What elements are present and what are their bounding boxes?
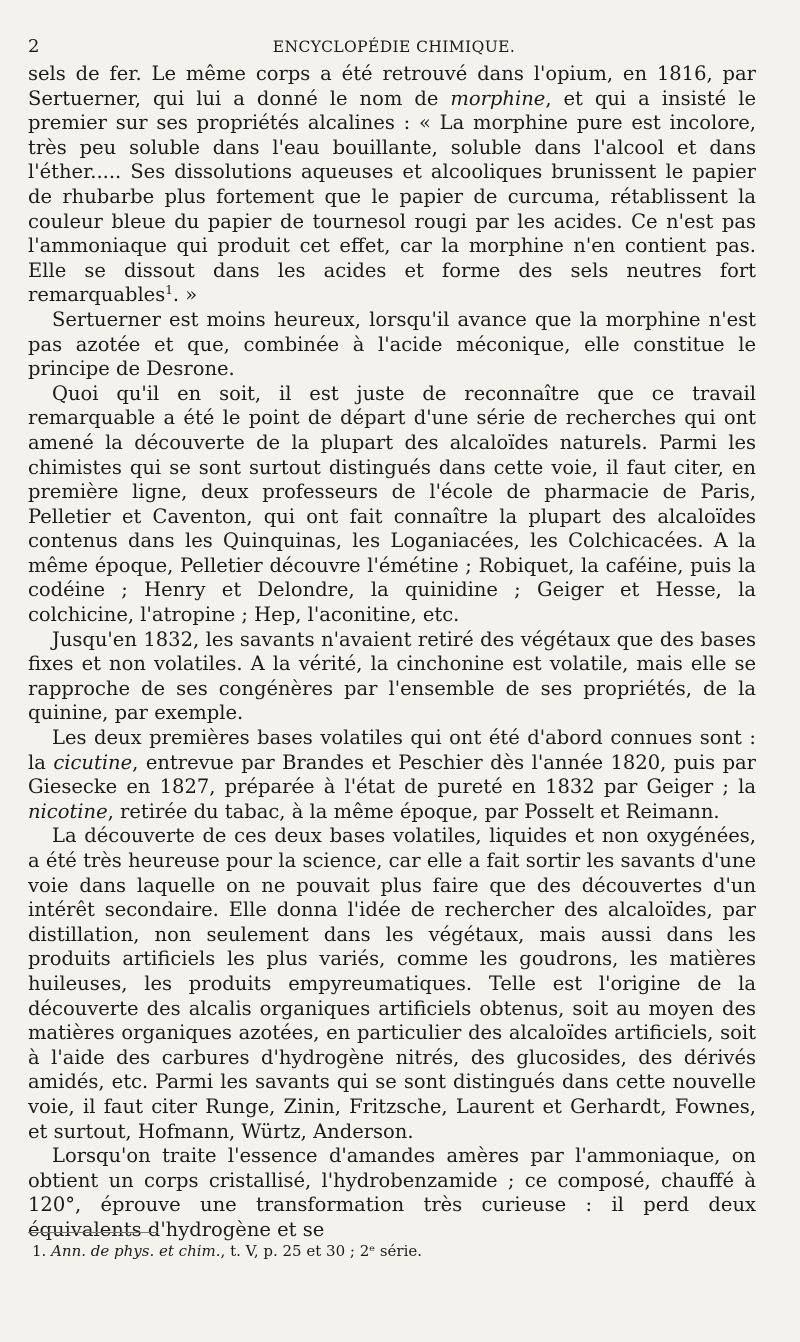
paragraph-sertuerner: Sertuerner est moins heureux, lorsqu'il avance que la morphine n'est pas azotée et que, combinée à l'acide méconique, elle constitue le principe de Desrone. [28,307,756,381]
term-nicotine: nicotine [28,799,108,823]
term-cicutine: cicutine [53,750,133,774]
footnote-rule [28,1232,158,1233]
term-morphine: morphine [450,86,546,110]
body-text [28,62,756,1243]
footnote-ref: 1 [165,283,173,298]
footnote: 1. Ann. de phys. et chim., t. V, p. 25 et 30 ; 2ᵉ série. [32,1242,423,1260]
running-title: ENCYCLOPÉDIE CHIMIQUE. [272,38,516,56]
page-header [28,36,760,62]
paragraph-first-volatile: Les deux premières bases volatiles qui ont été d'abord connues sont : la cicutine, entrevue par Brandes et Peschier dès l'année 1820, puis par Giesecke en 1827, préparée à l'état de pureté en 1832 par Geiger ; la nicotine, retirée du tabac, à la même époque, par Posselt et Reimann. [28,726,756,823]
footnote-source: Ann. de phys. et chim. [51,1242,221,1260]
paragraph-volatile-bases: Jusqu'en 1832, les savants n'avaient retiré des végétaux que des bases fixes et non volatiles. A la vérité, la cinchonine est volatile, mais elle se rapproche de ses congénères par l'ensemble de ses propriétés, de la quinine, par exemple. [28,627,756,725]
paragraph-morphine: sels de fer. Le même corps a été retrouvé dans l'opium, en 1816, par Sertuerner, qui lui a donné le nom de morphine, et qui a insisté le premier sur ses propriétés alcalines : « La morphine pure est incolore, très peu soluble dans l'eau bouillante, soluble dans l'alcool et dans l'éther..... Ses dissolutions aqueuses et alcooliques brunissent le papier de rhubarbe plus fortement que le papier de curcuma, rétablissent la couleur bleue du papier de tournesol rougi par les acides. Ce n'est pas l'ammoniaque qui produit cet effet, car la morphine n'en contient pas. Elle se dissout dans les acides et forme des sels neutres fort remarquables$^1$. » [28,62,756,307]
page-number: 2 [28,36,40,57]
paragraph-alkaloids: Quoi qu'il en soit, il est juste de reconnaître que ce travail remarquable a été le point de départ d'une série de recherches qui ont amené la découverte de la plupart des alcaloïdes naturels. Parmi les chimistes qui se sont surtout distingués dans cette voie, il faut citer, en première ligne, deux professeurs de l'école de pharmacie de Paris, Pelletier et Caventon, qui ont fait connaître la plupart des alcaloïdes contenus dans les Quinquinas, les Loganiacées, les Colchicacées. A la même époque, Pelletier découvre l'émétine ; Robiquet, la caféine, puis la codéine ; Henry et Delondre, la quinidine ; Geiger et Hesse, la colchicine, l'atropine ; Hep, l'aconitine, etc. [28,381,756,627]
paragraph-discovery: La découverte de ces deux bases volatiles, liquides et non oxygénées, a été très heureuse pour la science, car elle a fait sortir les savants d'une voie dans laquelle on ne pouvait plus faire que des découvertes d'un intérêt secondaire. Elle donna l'idée de rechercher des alcaloïdes, par distillation, non seulement dans les végétaux, mais aussi dans les produits artificiels les plus variés, comme les goudrons, les matières huileuses, les produits empyreumatiques. Telle est l'origine de la découverte des alcalis organiques artificiels obtenus, soit au moyen des matières organiques azotées, en particulier des alcaloïdes artificiels, soit à l'aide des carbures d'hydrogène nitrés, des glucosides, des dérivés amidés, etc. Parmi les savants qui se sont distingués dans cette nouvelle voie, il faut citer Runge, Zinin, Fritzsche, Laurent et Gerhardt, Fownes, et surtout, Hofmann, Würtz, Anderson. [28,824,756,1143]
paragraph-hydrobenzamide: Lorsqu'on traite l'essence d'amandes amères par l'ammoniaque, on obtient un corps cristallisé, l'hydrobenzamide ; ce composé, chauffé à 120°, éprouve une transformation très curieuse : il perd deux équivalents d'hydrogène et se [28,1144,756,1241]
